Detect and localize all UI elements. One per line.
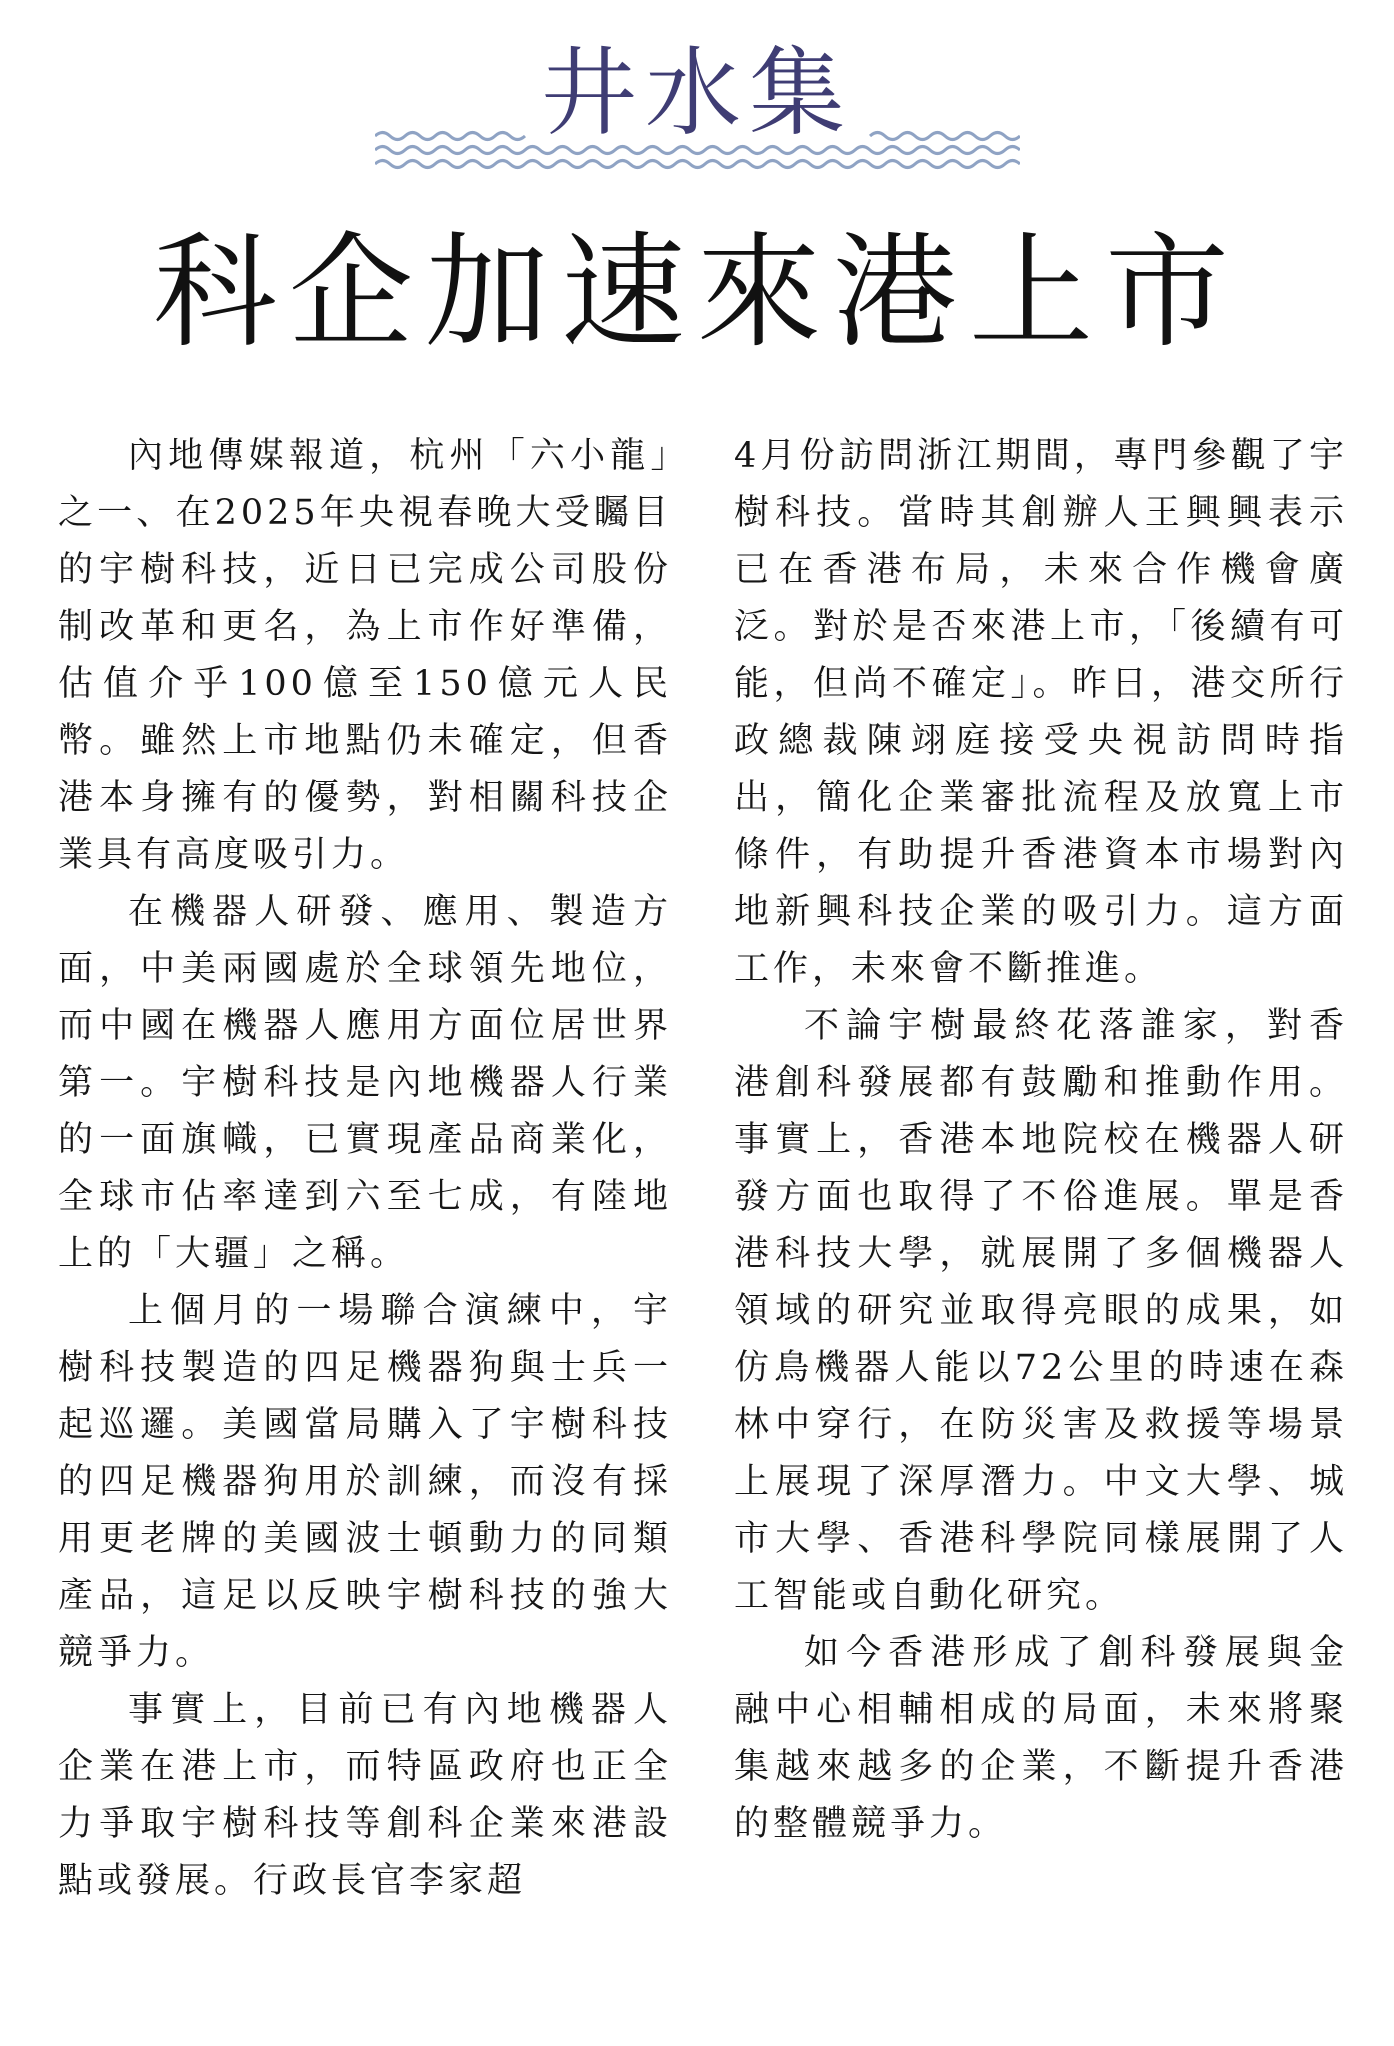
article-paragraph-continued: 4月份訪問浙江期間，專門參觀了宇樹科技。當時其創辦人王興興表示已在香港布局，未來合作機會廣泛。對於是否來港上市，「後續有可能，但尚不確定」。昨日，港交所行政總裁陳翊庭接受央視訪問時指出，簡化企業審批流程及放寬上市條件，有助提升香港資本市場對內地新興科技企業的吸引力。這方面工作，未來會不斷推進。	[734, 436, 1348, 989]
article-body	[58, 428, 1348, 2028]
article-paragraph: 不論宇樹最終花落誰家，對香港創科發展都有鼓勵和推動作用。事實上，香港本地院校在機器人研發方面也取得了不俗進展。單是香港科技大學，就展開了多個機器人領域的研究並取得亮眼的成果，如仿鳥機器人能以72公里的時速在森林中穿行，在防災害及救援等場景上展現了深厚潛力。中文大學、城市大學、香港科學院同樣展開了人工智能或自動化研究。	[734, 1006, 1348, 1616]
article-paragraph: 上個月的一場聯合演練中，宇樹科技製造的四足機器狗與士兵一起巡邏。美國當局購入了宇樹科技的四足機器狗用於訓練，而沒有採用更老牌的美國波士頓動力的同類產品，這足以反映宇樹科技的強大競爭力。	[58, 1291, 672, 1673]
article-paragraph: 事實上，目前已有內地機器人企業在港上市，而特區政府也正全力爭取宇樹科技等創科企業來港設點或發展。行政長官李家超	[58, 1690, 672, 1901]
wave-line-top-right	[870, 133, 1020, 140]
wave-line-top	[375, 133, 525, 140]
article-headline: 科企加速來港上市	[152, 221, 1241, 365]
wave-line-middle	[375, 147, 1020, 154]
article-paragraph: 內地傳媒報道，杭州「六小龍」之一、在2025年央視春晚大受矚目的宇樹科技，近日已完成公司股份制改革和更名，為上市作好準備，估值介乎100億至150億元人民幣。雖然上市地點仍未確定，但香港本身擁有的優勢，對相關科技企業具有高度吸引力。	[58, 436, 672, 875]
article-paragraph: 如今香港形成了創科發展與金融中心相輔相成的局面，未來將聚集越來越多的企業，不斷提升香港的整體競爭力。	[734, 1633, 1348, 1844]
wave-line-bottom	[375, 161, 1020, 168]
column-name: 井水集	[541, 37, 853, 149]
article-column-left	[58, 428, 672, 2028]
article-paragraph: 在機器人研發、應用、製造方面，中美兩國處於全球領先地位，而中國在機器人應用方面位居世界第一。宇樹科技是內地機器人行業的一面旗幟，已實現產品商業化，全球市佔率達到六至七成，有陸地上的「大疆」之稱。	[58, 892, 672, 1274]
article-column-right	[734, 428, 1348, 2028]
wave-divider	[375, 126, 1020, 172]
